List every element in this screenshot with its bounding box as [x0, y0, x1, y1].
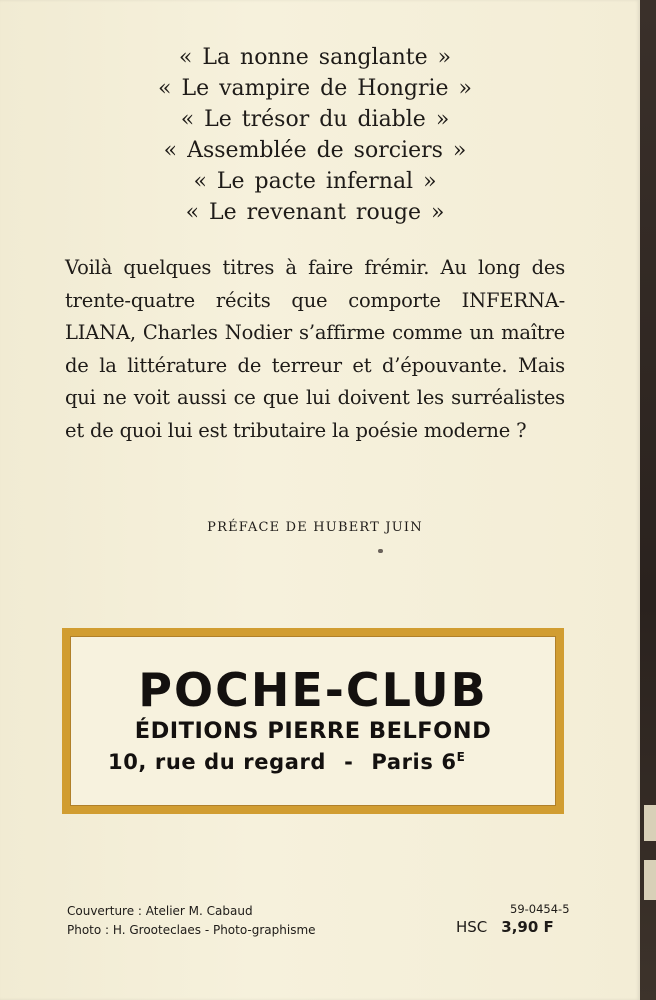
story-title: « La nonne sanglante »: [178, 45, 452, 70]
address-city: Paris 6: [371, 750, 457, 774]
catalog-number: 59-0454-5: [510, 902, 570, 916]
story-title: « Le vampire de Hongrie »: [158, 76, 472, 101]
price-code: HSC: [456, 918, 488, 936]
story-title: « Assemblée de sorciers »: [163, 138, 467, 163]
address-arrondissement-suffix: E: [456, 750, 466, 764]
publisher-name: ÉDITIONS PIERRE BELFOND: [134, 718, 492, 744]
blurb-paragraph: Voilà quelques titres à faire frémir. Au long des trente-quatre récits que comporte INFERNA-LIANA, Charles Nodier s’affirme comme un maître de la littérature de terreur et d’épouvante. Mais qui ne voit aussi ce que lui doivent les surréalistes et de quoi lui est tributaire la poésie moderne ?: [65, 256, 565, 442]
story-title: « Le pacte infernal »: [193, 169, 437, 194]
address-street: 10, rue du regard: [108, 750, 327, 774]
adjacent-book-label-fragment: [644, 860, 656, 900]
publisher-box: [62, 628, 564, 814]
adjacent-book-label-fragment: [644, 805, 656, 841]
collection-name: POCHE-CLUB: [138, 663, 488, 717]
story-title: « Le revenant rouge »: [185, 200, 445, 225]
publisher-address: [108, 750, 465, 774]
story-titles-list: [100, 42, 530, 228]
story-title: « Le trésor du diable »: [180, 107, 450, 132]
photo-credit: Photo : H. Grooteclaes - Photo-graphisme: [67, 923, 316, 937]
price: 3,90 F: [501, 918, 554, 936]
credits-block: [67, 902, 316, 940]
price-row: [456, 918, 554, 936]
address-separator: -: [344, 750, 354, 774]
ornament-dot: [378, 549, 383, 553]
preface-credit: PRÉFACE DE HUBERT JUIN: [207, 520, 423, 535]
adjacent-book-edge: [640, 0, 656, 1000]
cover-credit: Couverture : Atelier M. Cabaud: [67, 904, 253, 918]
